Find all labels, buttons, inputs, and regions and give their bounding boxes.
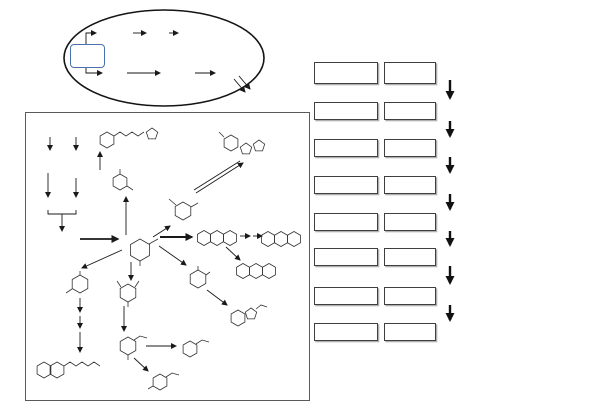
- yield-box-pa3: [314, 287, 378, 305]
- increase-box-pa2: [384, 248, 436, 266]
- increase-box-pad14: [384, 176, 436, 194]
- increase-box-pad6: [384, 102, 436, 120]
- arrow-cn-to-biosynthetic: [86, 33, 96, 44]
- yield-box-pad14: [314, 176, 378, 194]
- yield-box-pa1: [314, 213, 378, 231]
- increase-box-pa1: [384, 213, 436, 231]
- panel-b-border: [25, 112, 310, 401]
- yield-box-pad9: [314, 139, 378, 157]
- yield-box-pa2: [314, 248, 378, 266]
- increase-box-pad9: [384, 139, 436, 157]
- increase-box-pa3: [384, 287, 436, 305]
- cn-sources-box: [70, 44, 105, 68]
- header-increase-box: [384, 62, 436, 84]
- increase-box-pa4: [384, 323, 436, 341]
- yield-box-pad6: [314, 102, 378, 120]
- header-pca-yield-box: [314, 62, 378, 84]
- yield-box-pa4: [314, 323, 378, 341]
